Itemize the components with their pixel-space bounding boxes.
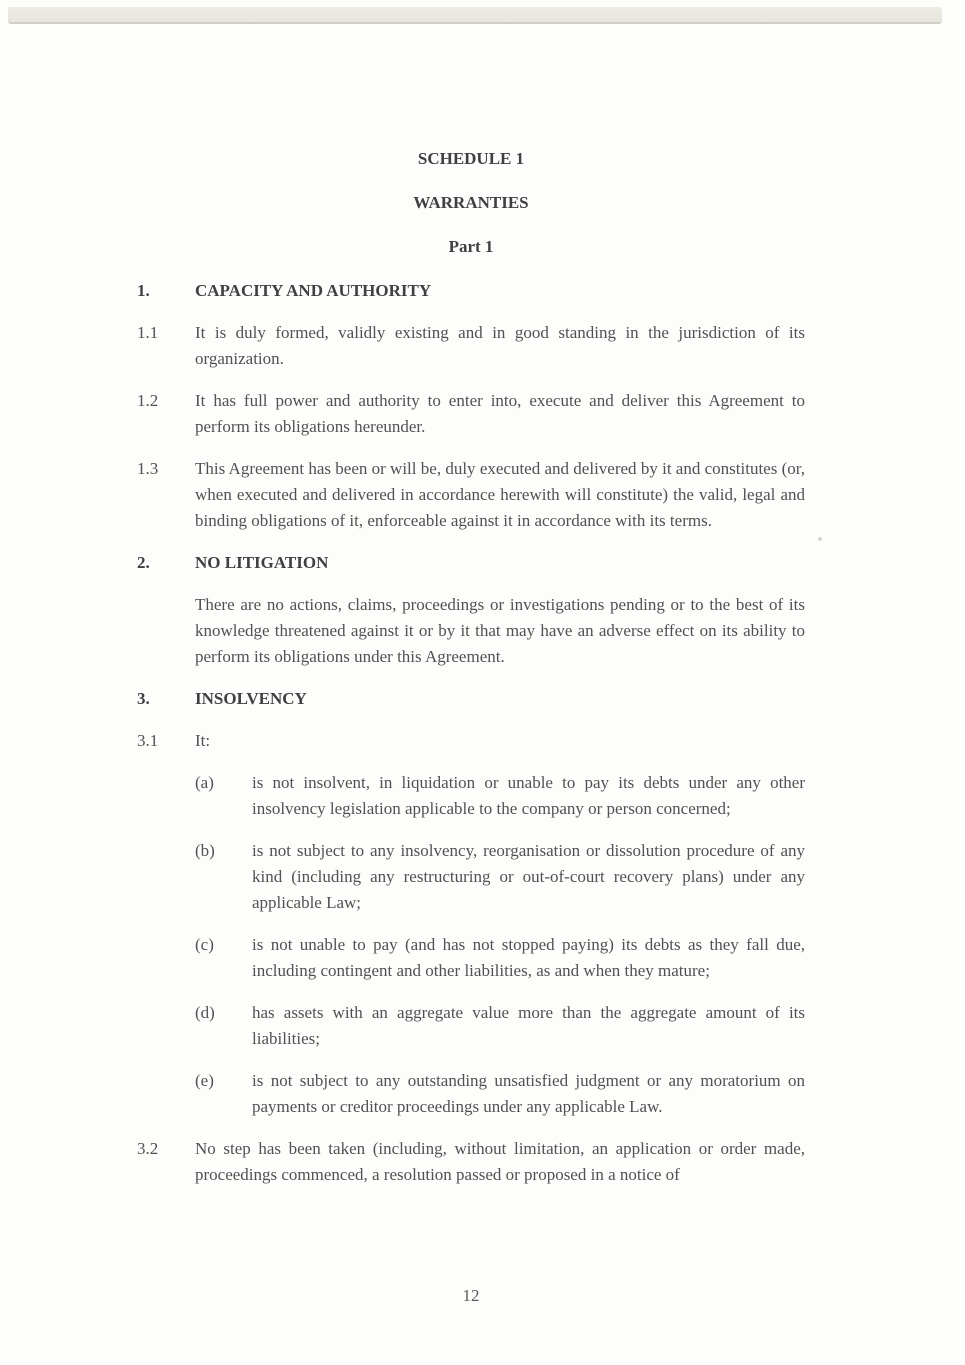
sections-container: [137, 278, 805, 1188]
section-heading-row: [137, 278, 805, 304]
clause-row: [137, 1000, 805, 1052]
section-heading-text: CAPACITY AND AUTHORITY: [195, 281, 432, 300]
schedule-title: SCHEDULE 1: [417, 149, 525, 168]
clause-row: [137, 728, 805, 754]
clause-number: (b): [195, 841, 215, 860]
clause-row: [137, 320, 805, 372]
clause-text: is not subject to any insolvency, reorganisation or dissolution procedure of any kind (including any restructuring or out-of-court recovery plans) under any applicable Law;: [252, 841, 805, 912]
clause-row: [137, 456, 805, 534]
warranties-title: WARRANTIES: [413, 193, 529, 212]
clause-text: No step has been taken (including, without limitation, an application or order made, proceedings commenced, a resolution passed or proposed in a notice of: [195, 1139, 805, 1184]
page-edge-scan-band: [8, 7, 942, 24]
clause-row: [137, 770, 805, 822]
part-title: Part 1: [448, 237, 494, 256]
clause-text: is not unable to pay (and has not stopped paying) its debts as they fall due, including contingent and other liabilities, as and when they mature;: [252, 935, 805, 980]
clause-row: [137, 932, 805, 984]
clause-number: 1.3: [137, 459, 159, 478]
section-heading-row: [137, 686, 805, 712]
clause-number: (d): [195, 1003, 215, 1022]
clause-number: 3.1: [137, 731, 159, 750]
section-heading-row: [137, 550, 805, 576]
clause-row: [137, 1136, 805, 1188]
clause-text: has assets with an aggregate value more than the aggregate amount of its liabilities;: [252, 1003, 805, 1048]
clause-text: is not subject to any outstanding unsatisfied judgment or any moratorium on payments or creditor proceedings under any applicable Law.: [252, 1071, 805, 1116]
document-content: [137, 146, 805, 1204]
clause-row: [137, 1068, 805, 1120]
clause-number: (c): [195, 935, 214, 954]
clause-text: It has full power and authority to enter into, execute and deliver this Agreement to perform its obligations hereunder.: [195, 391, 805, 436]
section-heading-text: INSOLVENCY: [195, 689, 307, 708]
clause-row: [137, 592, 805, 670]
page-footer: [137, 1283, 805, 1309]
clause-number: 3.2: [137, 1139, 159, 1158]
clause-text: It:: [195, 731, 211, 750]
clause-row: [137, 838, 805, 916]
section-number: 3.: [137, 689, 150, 708]
clause-text: This Agreement has been or will be, duly executed and delivered by it and constitutes (or, when executed and delivered in accordance herewith will constitute) the valid, legal and binding obligations of it, enforceable against it in accordance with its terms.: [195, 459, 805, 530]
clause-text: It is duly formed, validly existing and in good standing in the jurisdiction of its organization.: [195, 323, 805, 368]
clause-number: [137, 592, 195, 670]
clause-number: (a): [195, 773, 214, 792]
clause-number: (e): [195, 1071, 214, 1090]
section-number: 1.: [137, 281, 150, 300]
clause-number: 1.1: [137, 323, 159, 342]
clause-row: [137, 388, 805, 440]
scan-speck: [818, 537, 822, 541]
page-number: 12: [462, 1286, 480, 1305]
clause-text: There are no actions, claims, proceedings or investigations pending or to the best of its knowledge threatened against it or by it that may have an adverse effect on its ability to perform its obligations under this Agreement.: [195, 595, 805, 666]
clause-number: 1.2: [137, 391, 159, 410]
section-number: 2.: [137, 553, 150, 572]
section-heading-text: NO LITIGATION: [195, 553, 329, 572]
clause-text: is not insolvent, in liquidation or unable to pay its debts under any other insolvency legislation applicable to the company or person concerned;: [252, 773, 805, 818]
